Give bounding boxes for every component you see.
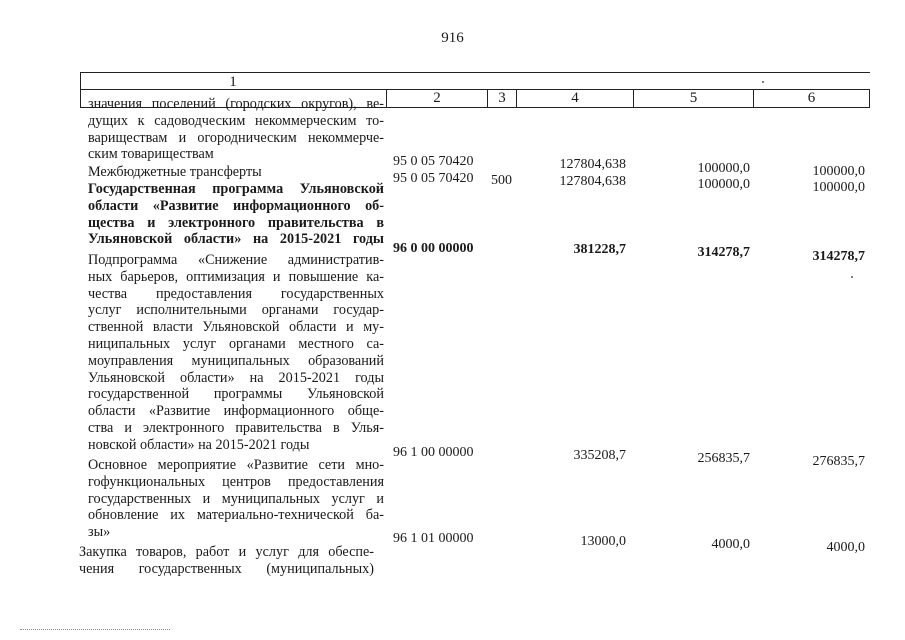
row-value-col6: 100000,0 [812, 164, 865, 179]
scan-speck [851, 276, 853, 278]
row-code: 96 0 00 00000 [393, 241, 474, 256]
col-header-2: 2 [433, 90, 441, 106]
row-code: 96 1 01 00000 [393, 531, 474, 546]
row-code: 96 1 00 00000 [393, 445, 474, 460]
row-value-col4: 127804,638 [559, 157, 626, 172]
row-value-col4: 335208,7 [573, 448, 626, 463]
row-vr: 500 [491, 173, 512, 188]
scan-speck [762, 81, 764, 83]
row-text: Закупка товаров, работ и услуг для обеспе- чения государственных (муниципальных) [79, 544, 374, 577]
row-value-col5: 100000,0 [697, 177, 750, 192]
row-value-col4: 13000,0 [580, 534, 626, 549]
row-value-col5: 4000,0 [711, 537, 750, 552]
col-header-1: 1 [229, 74, 237, 90]
row-value-col6: 4000,0 [826, 540, 865, 555]
row-value-col5: 256835,7 [697, 451, 750, 466]
row-text: Подпрограмма «Снижение административ- ных барьеров, оптимизация и повышение ка- чества предоставления государственных услуг исполнительными органами государ- ственной власти Ульяновской области и му- ниципальных услуг органами местного са- моуправления муниципальных образований Ульяновской области» на 2015-2021 годы государственной программы Ульяновской области «Развитие информационного обще- ства и электронного правительства в Улья- новской области» на 2015-2021 годы [88, 252, 384, 453]
col-header-6: 6 [807, 90, 816, 106]
row-text: значения поселений (городских округов), ве- дущих к садоводческим некоммерческим то- вариществам и огородническим некоммерче- ским товариществам [88, 96, 384, 163]
row-code: 95 0 05 70420 [393, 171, 474, 186]
row-text: Основное мероприятие «Развитие сети мно- гофункциональных центров предоставления государственных и муниципальных услуг и обновление их материально-технической ба- зы» [88, 457, 384, 541]
col-header-4: 4 [571, 90, 579, 106]
row-value-col6: 276835,7 [812, 454, 865, 469]
row-value-col4: 127804,638 [559, 174, 626, 189]
row-text: Межбюджетные трансферты [88, 164, 262, 180]
row-text: Государственная программа Ульяновской области «Развитие информационного об- щества и электронного правительства в Ульяновской области» на 2015-2021 годы [88, 181, 384, 248]
row-value-col5: 100000,0 [697, 161, 750, 176]
col-header-3: 3 [498, 90, 506, 106]
row-value-col6: 314278,7 [812, 249, 865, 264]
row-code: 95 0 05 70420 [393, 154, 474, 169]
col-header-5: 5 [689, 90, 698, 106]
row-value-col5: 314278,7 [697, 245, 750, 260]
row-value-col6: 100000,0 [812, 180, 865, 195]
scan-edge-mark [20, 629, 170, 630]
page-number: 916 [441, 30, 464, 46]
row-value-col4: 381228,7 [573, 242, 626, 257]
